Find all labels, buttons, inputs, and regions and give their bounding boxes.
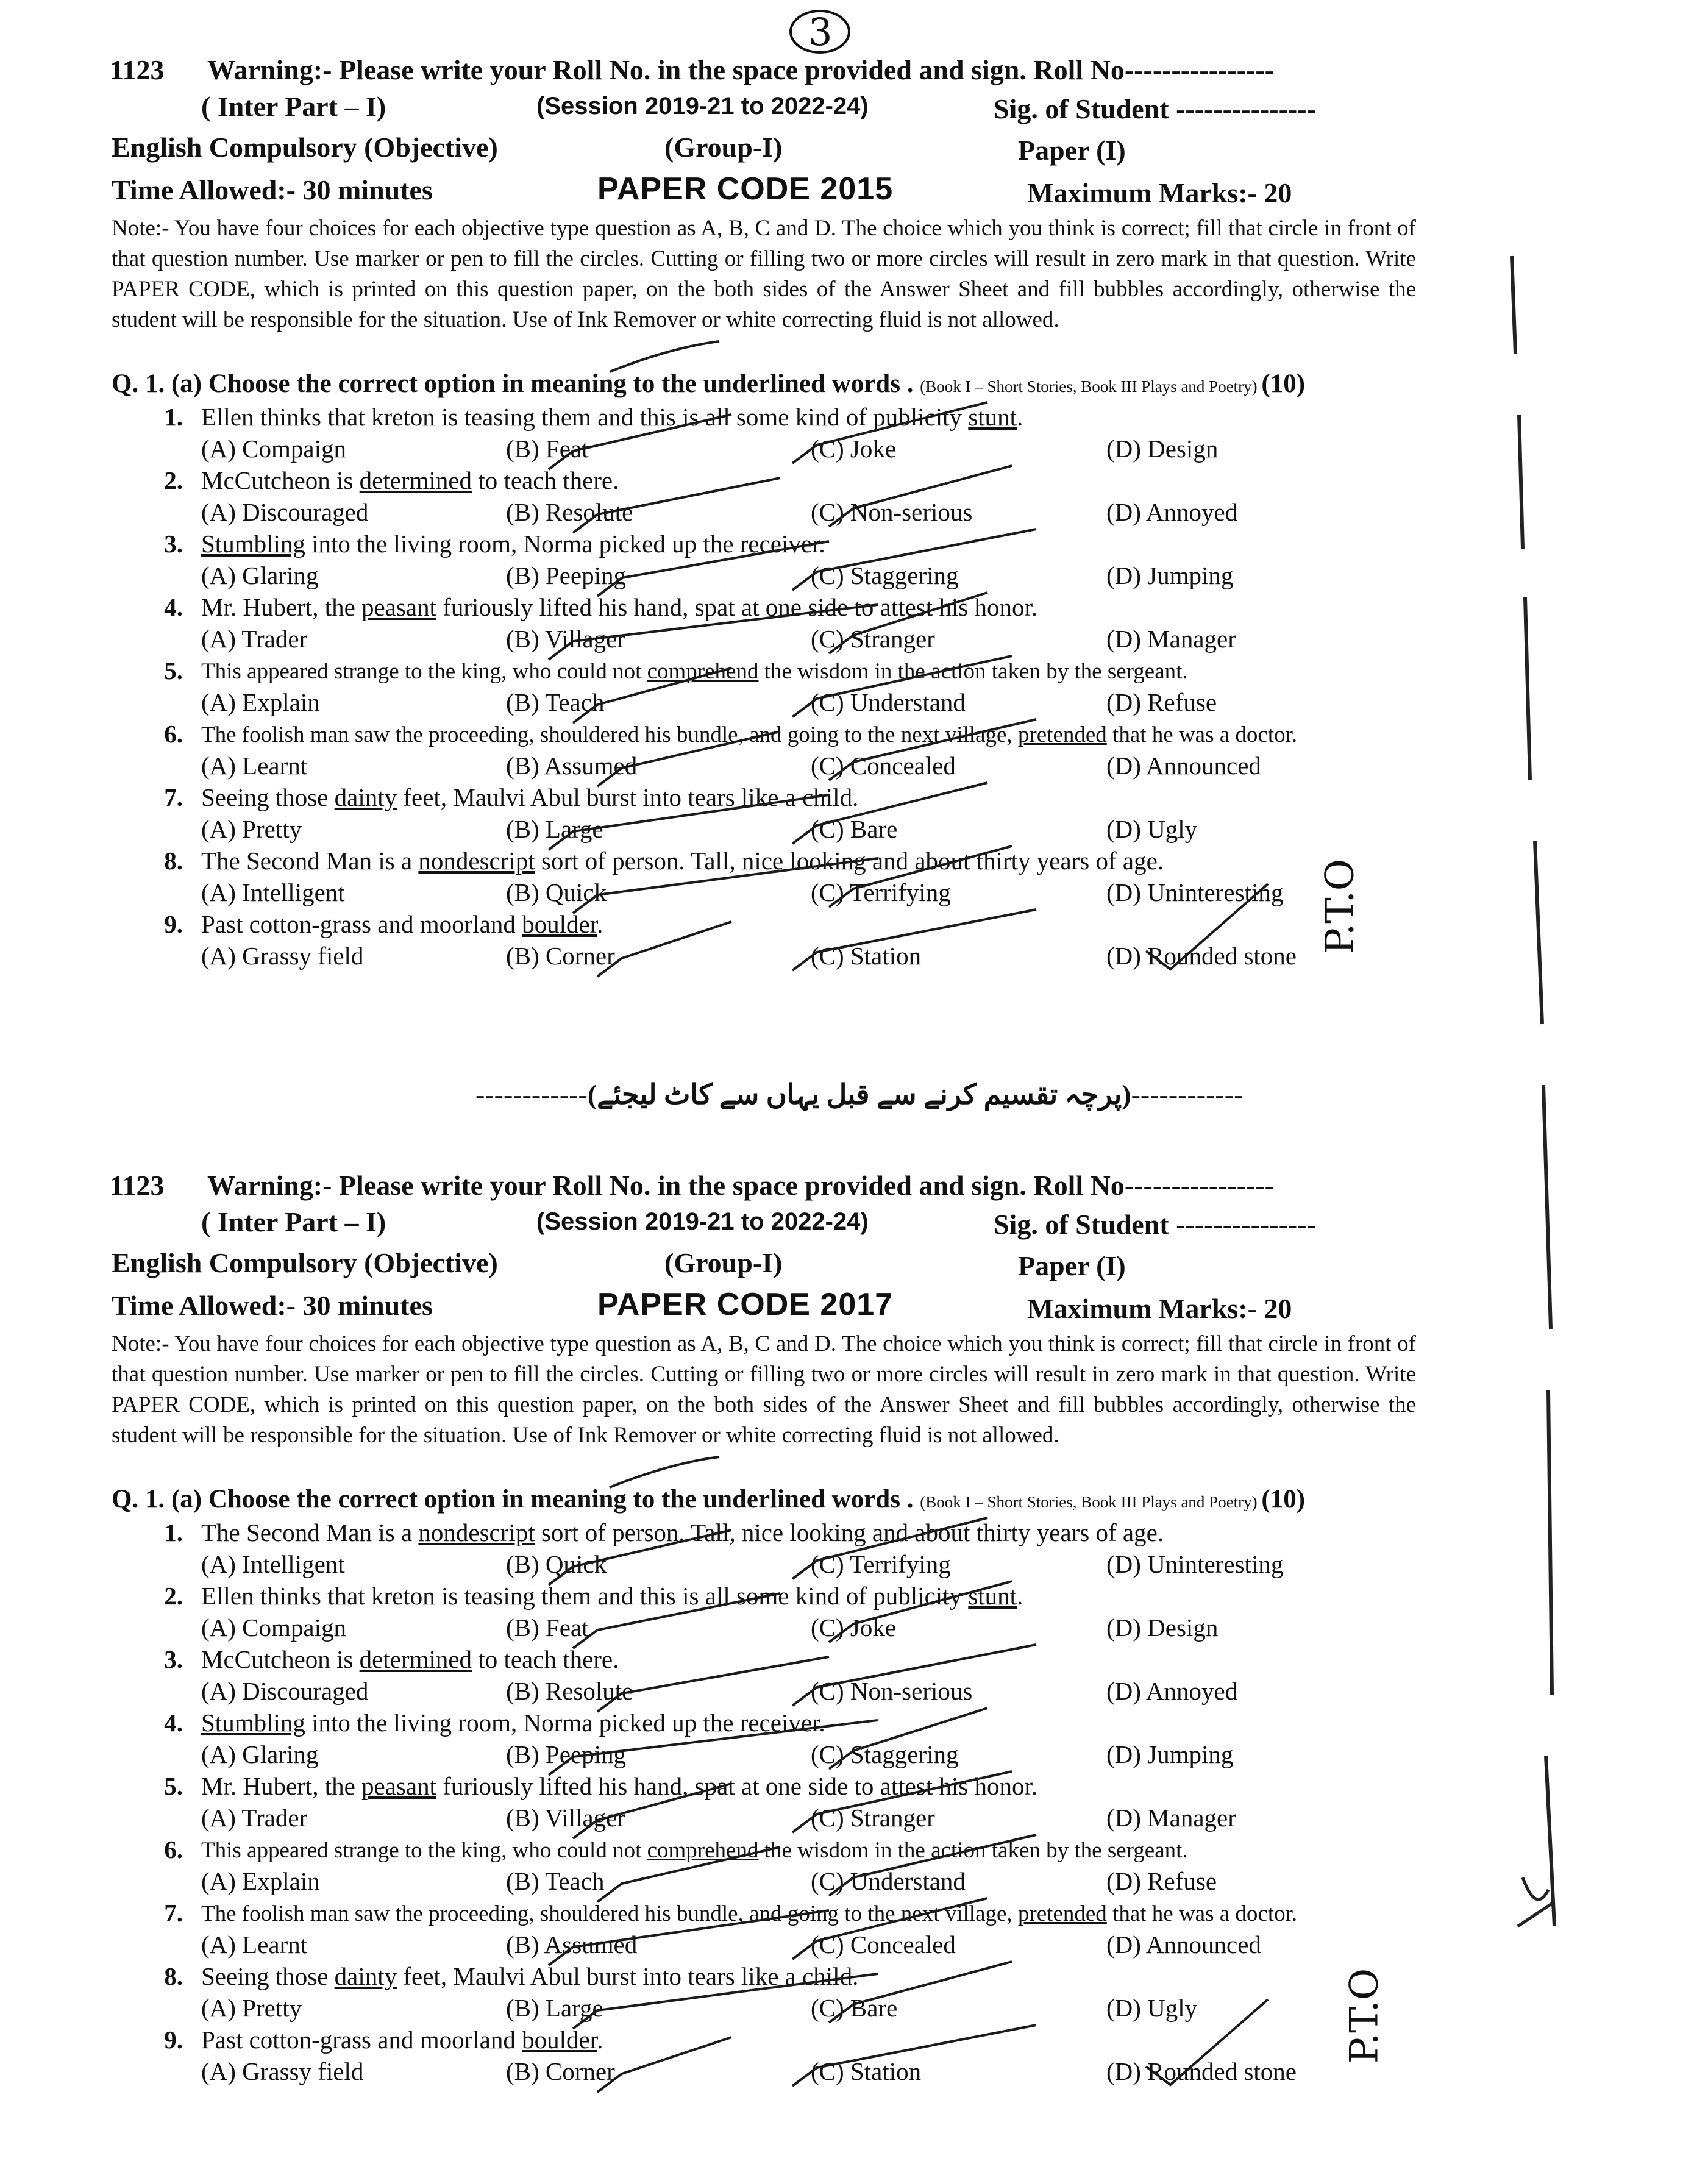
option-c[interactable]: (C) Understand — [811, 688, 966, 716]
group-label: (Group-I) — [664, 132, 783, 163]
option-a[interactable]: (A) Compaign — [201, 435, 346, 463]
option-a[interactable]: (A) Explain — [201, 688, 320, 716]
question-text: Mr. Hubert, the peasant furiously lifted his hand, spat at one side to attest his honor. — [201, 593, 1038, 621]
option-c[interactable]: (C) Concealed — [811, 1931, 956, 1959]
option-c[interactable]: (C) Joke — [811, 1614, 897, 1642]
underlined-word: comprehend — [647, 1838, 759, 1863]
underlined-word: nondescript — [418, 847, 535, 875]
question-paper-top — [0, 0, 1708, 1048]
option-d[interactable]: (D) Refuse — [1106, 1867, 1217, 1895]
instructions-note: Note:- You have four choices for each objective type question as A, B, C and D. The choice which you think is correct; fill that circle in front of that question number. Use marker or pen to fill the circles. Cutting or filling two or more circles will result in zero mark in that question. Write PAPER CODE, which is printed on this question paper, on the both sides of the Answer Sheet and fill bubbles accordingly, otherwise the student will be responsible for the situation. Use of Ink Remover or white correcting fluid is not allowed. — [112, 1331, 1416, 1448]
paper-label: Paper (I) — [1018, 1250, 1126, 1281]
option-b[interactable]: (B) Villager — [506, 625, 626, 653]
warning-text: Warning:- Please write your Roll No. in the space provided and sign. Roll No---------------- — [207, 54, 1274, 85]
paper-serial: 1123 — [110, 1170, 165, 1201]
underlined-word: stunt — [968, 403, 1017, 431]
question-text: Stumbling into the living room, Norma picked up the receiver. — [201, 530, 825, 558]
question-text: Past cotton-grass and moorland boulder. — [201, 910, 603, 938]
question-text: The Second Man is a nondescript sort of person. Tall, nice looking and about thirty years of age. — [201, 847, 1164, 875]
option-a[interactable]: (A) Pretty — [201, 815, 302, 843]
signature-label: Sig. of Student --------------- — [994, 1209, 1316, 1240]
option-a[interactable]: (A) Discouraged — [201, 498, 369, 526]
option-d[interactable]: (D) Rounded stone — [1106, 942, 1297, 970]
question-text: The foolish man saw the proceeding, shouldered his bundle, and going to the next village, pretended that he was a doctor. — [201, 1901, 1298, 1926]
option-c[interactable]: (C) Station — [811, 942, 922, 970]
option-a[interactable]: (A) Glaring — [201, 1740, 319, 1768]
option-d[interactable]: (D) Refuse — [1106, 688, 1217, 716]
option-c[interactable]: (C) Non-serious — [811, 498, 973, 526]
question-heading — [112, 1484, 1305, 1514]
maximum-marks: Maximum Marks:- 20 — [1027, 177, 1292, 208]
option-a[interactable]: (A) Trader — [201, 625, 308, 653]
underlined-word: boulder — [522, 2026, 597, 2054]
option-c[interactable]: (C) Understand — [811, 1867, 966, 1895]
warning-text: Warning:- Please write your Roll No. in the space provided and sign. Roll No---------------- — [207, 1170, 1274, 1201]
option-a[interactable]: (A) Learnt — [201, 1931, 308, 1959]
question-text: Ellen thinks that kreton is teasing them and this is all some kind of publicity stunt. — [201, 403, 1023, 431]
option-b[interactable]: (B) Villager — [506, 1804, 626, 1832]
option-d[interactable]: (D) Design — [1106, 1614, 1219, 1642]
question-number: 7. — [164, 1899, 183, 1927]
underlined-word: determined — [359, 466, 472, 494]
option-d[interactable]: (D) Annoyed — [1106, 1677, 1238, 1705]
option-d[interactable]: (D) Uninteresting — [1106, 1550, 1284, 1578]
option-d[interactable]: (D) Rounded stone — [1106, 2057, 1297, 2085]
question-text: McCutcheon is determined to teach there. — [201, 1645, 619, 1673]
question-text: This appeared strange to the king, who could not comprehend the wisdom in the action taken by the sergeant. — [201, 659, 1188, 684]
option-c[interactable]: (C) Concealed — [811, 752, 956, 780]
pto-mark-bottom: P.T.O — [1342, 1968, 1387, 2064]
pto-mark-top: P.T.O — [1317, 858, 1363, 955]
option-a[interactable]: (A) Intelligent — [201, 878, 345, 906]
underlined-word: boulder — [522, 910, 597, 938]
inter-part: ( Inter Part – I) — [201, 1206, 386, 1237]
question-number: 2. — [164, 466, 183, 494]
option-d[interactable]: (D) Manager — [1106, 1804, 1236, 1832]
question-number: 6. — [164, 720, 183, 748]
option-a[interactable]: (A) Grassy field — [201, 942, 364, 970]
cut-line: ------------(پرچہ تقسیم کرنے سے قبل یہاں سے کاٹ لیجئے)------------ — [475, 1079, 1244, 1110]
option-a[interactable]: (A) Compaign — [201, 1614, 346, 1642]
page-number-text: 3 — [808, 10, 833, 54]
question-number: 7. — [164, 783, 183, 811]
option-a[interactable]: (A) Explain — [201, 1867, 320, 1895]
option-a[interactable]: (A) Pretty — [201, 1994, 302, 2022]
option-c[interactable]: (C) Stranger — [811, 1804, 935, 1832]
question-number: 5. — [164, 1772, 183, 1800]
question-number: 3. — [164, 1645, 183, 1673]
question-text: Stumbling into the living room, Norma picked up the receiver. — [201, 1709, 825, 1737]
option-d[interactable]: (D) Announced — [1106, 752, 1261, 780]
option-b[interactable]: (B) Feat — [506, 435, 589, 463]
paper-code: PAPER CODE 2015 — [597, 171, 894, 207]
underlined-word: peasant — [361, 593, 436, 621]
option-d[interactable]: (D) Manager — [1106, 625, 1236, 653]
question-number: 5. — [164, 657, 183, 685]
option-b[interactable]: (B) Corner — [506, 942, 615, 970]
underlined-word: determined — [359, 1645, 472, 1673]
option-b[interactable]: (B) Teach — [506, 688, 605, 716]
option-c[interactable]: (C) Bare — [811, 1994, 898, 2022]
underlined-word: dainty — [334, 783, 397, 811]
question-marks: (10) — [1261, 369, 1306, 398]
option-c[interactable]: (C) Non-serious — [811, 1677, 973, 1705]
option-d[interactable]: (D) Announced — [1106, 1931, 1261, 1959]
question-number: 1. — [164, 403, 183, 431]
option-b[interactable]: (B) Assumed — [506, 1931, 638, 1959]
question-number: 9. — [164, 2026, 183, 2054]
signature-label: Sig. of Student --------------- — [994, 93, 1316, 124]
option-a[interactable]: (A) Glaring — [201, 561, 319, 589]
underlined-word: Stumbling — [201, 1709, 305, 1737]
option-c[interactable]: (C) Stranger — [811, 625, 935, 653]
question-number: 8. — [164, 847, 183, 875]
question-text: Ellen thinks that kreton is teasing them and this is all some kind of publicity stunt. — [201, 1582, 1023, 1610]
question-number: 1. — [164, 1518, 183, 1546]
option-c[interactable]: (C) Staggering — [811, 561, 959, 589]
question-paper-bottom — [0, 1116, 1708, 2158]
question-books: (Book I – Short Stories, Book III Plays and Poetry) — [920, 377, 1262, 396]
option-d[interactable]: (D) Annoyed — [1106, 498, 1238, 526]
question-text: Past cotton-grass and moorland boulder. — [201, 2026, 603, 2054]
question-number: 4. — [164, 1709, 183, 1737]
underlined-word: comprehend — [647, 659, 759, 684]
option-b[interactable]: (B) Peeping — [506, 561, 626, 589]
option-d[interactable]: (D) Ugly — [1106, 1994, 1198, 2022]
underlined-word: peasant — [361, 1772, 436, 1800]
question-number: 2. — [164, 1582, 183, 1610]
option-b[interactable]: (B) Quick — [506, 878, 607, 906]
question-text: Seeing those dainty feet, Maulvi Abul burst into tears like a child. — [201, 1962, 859, 1990]
option-d[interactable]: (D) Uninteresting — [1106, 878, 1284, 906]
question-label: Q. 1. (a) Choose the correct option in meaning to the underlined words . — [112, 1485, 920, 1514]
underlined-word: nondescript — [418, 1518, 535, 1546]
question-heading — [112, 369, 1305, 399]
option-c[interactable]: (C) Station — [811, 2057, 922, 2085]
subject-title: English Compulsory (Objective) — [112, 1247, 498, 1278]
session: (Session 2019-21 to 2022-24) — [536, 1208, 869, 1235]
option-b[interactable]: (B) Large — [506, 815, 603, 843]
option-b[interactable]: (B) Assumed — [506, 752, 638, 780]
underlined-word: stunt — [968, 1582, 1017, 1610]
question-number: 6. — [164, 1835, 183, 1863]
option-b[interactable]: (B) Corner — [506, 2057, 615, 2085]
underlined-word: pretended — [1017, 722, 1107, 747]
paper-label: Paper (I) — [1018, 135, 1126, 166]
paper-serial: 1123 — [110, 54, 165, 85]
instructions-note: Note:- You have four choices for each objective type question as A, B, C and D. The choice which you think is correct; fill that circle in front of that question number. Use marker or pen to fill the circles. Cutting or filling two or more circles will result in zero mark in that question. Write PAPER CODE, which is printed on this question paper, on the both sides of the Answer Sheet and fill bubbles accordingly, otherwise the student will be responsible for the situation. Use of Ink Remover or white correcting fluid is not allowed. — [112, 216, 1416, 332]
option-a[interactable]: (A) Discouraged — [201, 1677, 369, 1705]
question-marks: (10) — [1261, 1485, 1306, 1514]
option-b[interactable]: (B) Large — [506, 1994, 603, 2022]
underlined-word: pretended — [1017, 1901, 1107, 1926]
question-number: 4. — [164, 593, 183, 621]
option-c[interactable]: (C) Staggering — [811, 1740, 959, 1768]
option-d[interactable]: (D) Jumping — [1106, 561, 1234, 589]
question-text: The foolish man saw the proceeding, shouldered his bundle, and going to the next village, pretended that he was a doctor. — [201, 722, 1298, 747]
option-b[interactable]: (B) Teach — [506, 1867, 605, 1895]
option-d[interactable]: (D) Design — [1106, 435, 1219, 463]
question-text: The Second Man is a nondescript sort of person. Tall, nice looking and about thirty years of age. — [201, 1518, 1164, 1546]
underlined-word: dainty — [334, 1962, 397, 1990]
question-number: 9. — [164, 910, 183, 938]
question-books: (Book I – Short Stories, Book III Plays and Poetry) — [920, 1493, 1262, 1511]
question-number: 8. — [164, 1962, 183, 1990]
option-a[interactable]: (A) Learnt — [201, 752, 308, 780]
question-text: This appeared strange to the king, who could not comprehend the wisdom in the action taken by the sergeant. — [201, 1838, 1188, 1863]
option-a[interactable]: (A) Intelligent — [201, 1550, 345, 1578]
option-b[interactable]: (B) Quick — [506, 1550, 607, 1578]
maximum-marks: Maximum Marks:- 20 — [1027, 1293, 1292, 1324]
option-c[interactable]: (C) Bare — [811, 815, 898, 843]
option-a[interactable]: (A) Grassy field — [201, 2057, 364, 2085]
question-text: Seeing those dainty feet, Maulvi Abul burst into tears like a child. — [201, 783, 859, 811]
inter-part: ( Inter Part – I) — [201, 91, 386, 122]
option-d[interactable]: (D) Jumping — [1106, 1740, 1234, 1768]
option-c[interactable]: (C) Terrifying — [811, 878, 951, 906]
paper-code: PAPER CODE 2017 — [597, 1287, 894, 1322]
subject-title: English Compulsory (Objective) — [112, 132, 498, 163]
option-a[interactable]: (A) Trader — [201, 1804, 308, 1832]
underlined-word: Stumbling — [201, 530, 305, 558]
option-b[interactable]: (B) Resolute — [506, 498, 633, 526]
option-c[interactable]: (C) Joke — [811, 435, 897, 463]
session: (Session 2019-21 to 2022-24) — [536, 93, 869, 119]
question-label: Q. 1. (a) Choose the correct option in meaning to the underlined words . — [112, 369, 920, 398]
option-b[interactable]: (B) Resolute — [506, 1677, 633, 1705]
question-number: 3. — [164, 530, 183, 558]
option-d[interactable]: (D) Ugly — [1106, 815, 1198, 843]
time-allowed: Time Allowed:- 30 minutes — [112, 1290, 433, 1321]
question-text: Mr. Hubert, the peasant furiously lifted his hand, spat at one side to attest his honor. — [201, 1772, 1038, 1800]
option-c[interactable]: (C) Terrifying — [811, 1550, 951, 1578]
group-label: (Group-I) — [664, 1247, 783, 1278]
time-allowed: Time Allowed:- 30 minutes — [112, 174, 433, 205]
option-b[interactable]: (B) Peeping — [506, 1740, 626, 1768]
option-b[interactable]: (B) Feat — [506, 1614, 589, 1642]
question-text: McCutcheon is determined to teach there. — [201, 466, 619, 494]
